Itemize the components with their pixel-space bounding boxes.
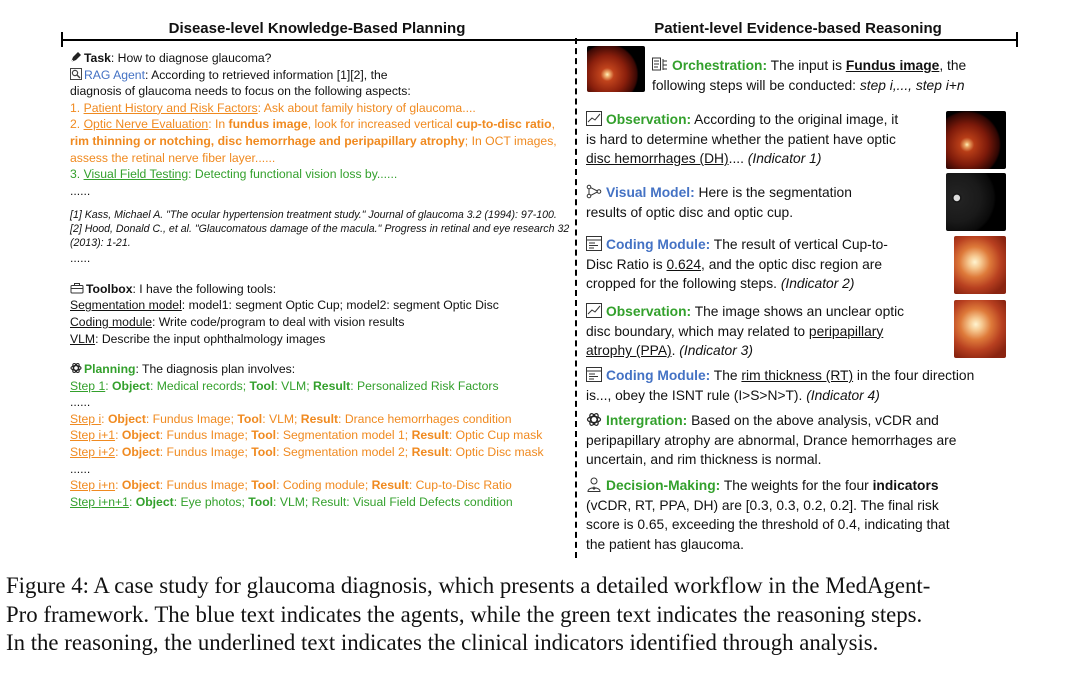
tool-label: VLM <box>70 331 96 346</box>
integration-text: peripapillary atrophy are abnormal, Drance hemorrhages are <box>586 432 957 448</box>
step-result: : Drance hemorrhages condition <box>338 411 512 426</box>
aspect-2-fundus: fundus image <box>228 117 308 132</box>
aspect-3-text: : Detecting functional vision loss by...... <box>188 167 398 182</box>
toolbox-text: : I have the following tools: <box>132 281 277 296</box>
step-result: : Personalized Risk Factors <box>350 378 499 393</box>
observation-text: is hard to determine whether the patient have optic <box>586 131 896 147</box>
step-label: Step i+n+1 <box>70 494 129 509</box>
step-label: Step i <box>70 411 102 426</box>
aspect-1-number: 1. <box>70 100 84 115</box>
segmentation-image <box>946 173 1006 231</box>
step-tool: : VLM; <box>273 494 312 509</box>
observation-label: Observation: <box>606 304 692 319</box>
left-rule-tick <box>61 32 63 47</box>
task-text: : How to diagnose glaucoma? <box>110 51 272 65</box>
code-icon <box>586 236 602 251</box>
chart-icon <box>586 111 602 126</box>
aspect-2-text: ; In OCT images, <box>464 133 557 148</box>
task-label: Task <box>84 51 111 65</box>
step-object: : Fundus Image; <box>159 445 252 460</box>
coding-module-text: The result of vertical Cup-to- <box>710 237 888 252</box>
step-result: Result: Visual Field Defects condition <box>311 494 513 509</box>
orchestration-text: following steps will be conducted: <box>652 77 860 93</box>
tool-label: Coding module <box>70 314 152 329</box>
fundus-image <box>587 46 645 92</box>
caption-line: In the reasoning, the underlined text indicates the clinical indicators identified through analysis. <box>6 630 879 655</box>
plan-step <box>70 477 575 494</box>
orchestration-text: The input is <box>767 58 846 73</box>
decision-block <box>586 476 950 554</box>
indicator-dh: disc hemorrhages (DH) <box>586 151 729 166</box>
chart-icon <box>586 303 602 318</box>
object-keyword: Object <box>107 411 146 426</box>
observation-text: The image shows an unclear optic <box>691 304 905 319</box>
rag-agent-label: RAG Agent <box>84 67 145 82</box>
object-keyword: Object <box>135 494 174 509</box>
result-keyword: Result <box>300 411 339 426</box>
rag-line-2: diagnosis of glaucoma needs to focus on the following aspects: <box>70 84 411 99</box>
coding-module-text: is..., obey the ISNT rule (I>S>N>T). <box>586 387 807 403</box>
orchestration-label: Orchestration: <box>672 58 768 73</box>
openai-icon <box>586 412 602 427</box>
decision-text: the patient has glaucoma. <box>586 536 745 552</box>
aspect-1-text: : Ask about family history of glaucoma.... <box>257 100 476 115</box>
openai-icon <box>70 362 82 374</box>
rag-line-1 <box>70 67 575 84</box>
aspect-2-number: 2. <box>70 117 84 132</box>
tool-keyword: Tool <box>251 445 277 460</box>
step-tool: : Segmentation model 1; <box>276 428 412 443</box>
tool-keyword: Tool <box>237 411 263 426</box>
step-tool: : VLM; <box>274 378 313 393</box>
tool-keyword: Tool <box>249 378 275 393</box>
result-keyword: Result <box>371 478 409 493</box>
aspect-1 <box>70 100 575 117</box>
step-separator: : <box>115 478 122 493</box>
fundus-image-indicator: Fundus image <box>845 58 940 73</box>
tool-text: : Describe the input ophthalmology images <box>95 331 326 346</box>
figure-caption <box>6 572 1076 658</box>
indicator-tag: (Indicator 2) <box>780 276 855 291</box>
aspect-2-signs: rim thinning or notching, disc hemorrhage and peripapillary atrophy <box>70 133 465 148</box>
orchestration-icon <box>652 57 668 72</box>
toolbox-icon <box>70 282 84 294</box>
aspect-3 <box>70 166 575 183</box>
network-icon <box>586 184 602 199</box>
coding-module-text: The <box>710 368 742 383</box>
decision-text: score is 0.65, exceeding the threshold of 0.4, indicating that <box>586 517 950 532</box>
aspect-2-text: , look for increased vertical <box>307 117 457 132</box>
code-icon <box>586 367 602 382</box>
column-divider <box>575 38 577 558</box>
right-header-rule <box>577 39 1017 41</box>
visual-model-text: Here is the segmentation <box>694 185 852 200</box>
indicator-tag: (Indicator 4) <box>806 387 880 403</box>
step-separator: : <box>115 428 122 443</box>
step-object: : Medical records; <box>149 378 250 393</box>
step-object: : Fundus Image; <box>159 478 252 493</box>
aspect-2 <box>70 116 575 133</box>
observation-block-2 <box>586 302 904 361</box>
plan-step <box>70 378 575 395</box>
tool-keyword: Tool <box>251 478 277 493</box>
ellipsis: ...... <box>70 251 91 266</box>
step-separator: : <box>101 411 108 426</box>
orchestration-block <box>652 56 966 95</box>
step-tool: : VLM; <box>262 411 301 426</box>
aspect-3-label: Visual Field Testing <box>83 167 189 182</box>
plan-step <box>70 494 575 511</box>
step-label: Step i+1 <box>70 428 116 443</box>
planning-column <box>70 50 575 510</box>
step-tool: : Segmentation model 2; <box>276 445 412 460</box>
decision-text: The weights for the four <box>720 478 873 493</box>
right-rule-tick <box>1016 32 1018 47</box>
step-separator: : <box>105 378 113 393</box>
left-header-rule <box>62 39 575 41</box>
ellipsis: ...... <box>70 461 91 476</box>
observation-text: . <box>671 343 680 358</box>
planning-text: : The diagnosis plan involves: <box>135 362 296 377</box>
tool-label: Segmentation model <box>70 298 182 313</box>
indicator-ppa: atrophy (PPA) <box>586 343 672 358</box>
tool-keyword: Tool <box>248 494 274 509</box>
reference-1: [1] Kass, Michael A. "The ocular hypertension treatment study." Journal of glaucoma 3.2 (1994): 97-100. <box>70 209 557 222</box>
aspect-1-label: Patient History and Risk Factors <box>83 100 258 115</box>
result-keyword: Result <box>411 445 449 460</box>
plan-steps <box>70 378 575 511</box>
observation-text: disc boundary, which may related to <box>586 323 809 339</box>
indicator-ppa: peripapillary <box>808 323 884 339</box>
step-label: Step 1 <box>70 378 106 393</box>
step-separator: : <box>115 445 122 460</box>
step-result: : Optic Cup mask <box>448 428 543 443</box>
planning-label: Planning <box>84 362 136 377</box>
step-object: : Fundus Image; <box>159 428 252 443</box>
tool-keyword: Tool <box>251 428 277 443</box>
left-column-title: Disease-level Knowledge-Based Planning <box>168 20 466 37</box>
step-range: step i,..., step i+n <box>859 77 965 93</box>
aspect-2-text: : In <box>208 117 229 132</box>
step-object: : Fundus Image; <box>145 411 238 426</box>
aspect-2-cont <box>70 133 575 150</box>
reference-2: [2] Hood, Donald C., et al. "Glaucomatous damage of the macula." Progress in retinal and eye research 32 (2013): 1-21. <box>70 222 570 249</box>
visual-model-block <box>586 183 852 222</box>
coding-module-label: Coding Module: <box>606 237 711 252</box>
ellipsis: ...... <box>70 395 91 410</box>
coding-module-text: in the four direction <box>853 368 975 383</box>
observation-text: According to the original image, it <box>691 112 899 127</box>
object-keyword: Object <box>121 445 160 460</box>
caption-line: Pro framework. The blue text indicates the agents, while the green text indicates the reasoning steps. <box>6 601 923 627</box>
integration-label: Intergration: <box>606 413 688 428</box>
result-keyword: Result <box>312 378 351 393</box>
plan-step <box>70 444 575 461</box>
aspect-2-label: Optic Nerve Evaluation <box>83 117 209 132</box>
step-tool: : Coding module; <box>276 478 372 493</box>
step-label: Step i+n <box>70 478 116 493</box>
coding-module-text: cropped for the following steps. <box>586 276 781 291</box>
decision-label: Decision-Making: <box>606 478 721 493</box>
tool-segmentation <box>70 297 575 314</box>
visual-model-text: results of optic disc and optic cup. <box>586 204 794 220</box>
decision-text: (vCDR, RT, PPA, DH) are [0.3, 0.3, 0.2, 0.2]. The final risk <box>586 497 939 513</box>
tool-coding <box>70 314 575 331</box>
decision-indicators: indicators <box>872 478 939 493</box>
observation-text: .... <box>728 151 748 166</box>
step-separator: : <box>128 494 136 509</box>
tool-text: : model1: segment Optic Cup; model2: segment Optic Disc <box>181 298 499 313</box>
object-keyword: Object <box>121 428 160 443</box>
coding-module-text: Disc Ratio is <box>586 256 667 272</box>
rag-text-1: : According to retrieved information [1][2], the <box>144 67 388 82</box>
right-column-title: Patient-level Evidence-based Reasoning <box>654 20 942 37</box>
result-keyword: Result <box>411 428 449 443</box>
task-line <box>70 50 575 67</box>
doctor-icon <box>586 477 602 492</box>
integration-text: uncertain, and rim thickness is normal. <box>586 452 822 467</box>
search-icon <box>70 68 82 80</box>
aspect-2-cont-2: assess the retinal nerve fiber layer...... <box>70 150 276 165</box>
integration-text: Based on the above analysis, vCDR and <box>687 413 939 428</box>
aspect-2-text: , <box>551 117 556 132</box>
observation-block-1 <box>586 110 898 169</box>
planning-line <box>70 361 575 378</box>
coding-module-block-2 <box>586 366 974 405</box>
cropped-disc-image <box>954 236 1006 294</box>
caption-line: Figure 4: A case study for glaucoma diagnosis, which presents a detailed workflow in the MedAgent- <box>6 573 931 598</box>
step-label: Step i+2 <box>70 445 116 460</box>
toolbox-line <box>70 281 575 298</box>
object-keyword: Object <box>121 478 160 493</box>
step-result: : Cup-to-Disc Ratio <box>408 478 512 493</box>
coding-module-label: Coding Module: <box>606 368 711 383</box>
plan-step <box>70 427 575 444</box>
indicator-tag: (Indicator 1) <box>747 151 822 166</box>
visual-model-label: Visual Model: <box>606 185 695 200</box>
orchestration-text: , the <box>939 58 967 73</box>
pen-icon <box>70 51 82 63</box>
aspect-3-number: 3. <box>70 167 84 182</box>
fundus-image <box>946 111 1006 169</box>
indicator-rt: rim thickness (RT) <box>741 368 854 383</box>
tool-vlm <box>70 331 575 348</box>
toolbox-label: Toolbox <box>86 281 133 296</box>
ellipsis: ...... <box>70 183 91 198</box>
observation-label: Observation: <box>606 112 692 127</box>
tool-text: : Write code/program to deal with vision results <box>151 314 405 329</box>
integration-block <box>586 411 956 470</box>
object-keyword: Object <box>112 378 150 393</box>
step-result: : Optic Disc mask <box>448 445 544 460</box>
indicator-tag: (Indicator 3) <box>679 343 753 358</box>
plan-step <box>70 411 575 428</box>
step-object: : Eye photos; <box>173 494 249 509</box>
cropped-disc-image <box>954 300 1006 358</box>
coding-module-block-1 <box>586 235 888 294</box>
coding-module-text: , and the optic disc region are <box>701 256 883 272</box>
indicator-cdr: 0.624 <box>666 256 702 272</box>
aspect-2-cdr: cup-to-disc ratio <box>456 117 552 132</box>
